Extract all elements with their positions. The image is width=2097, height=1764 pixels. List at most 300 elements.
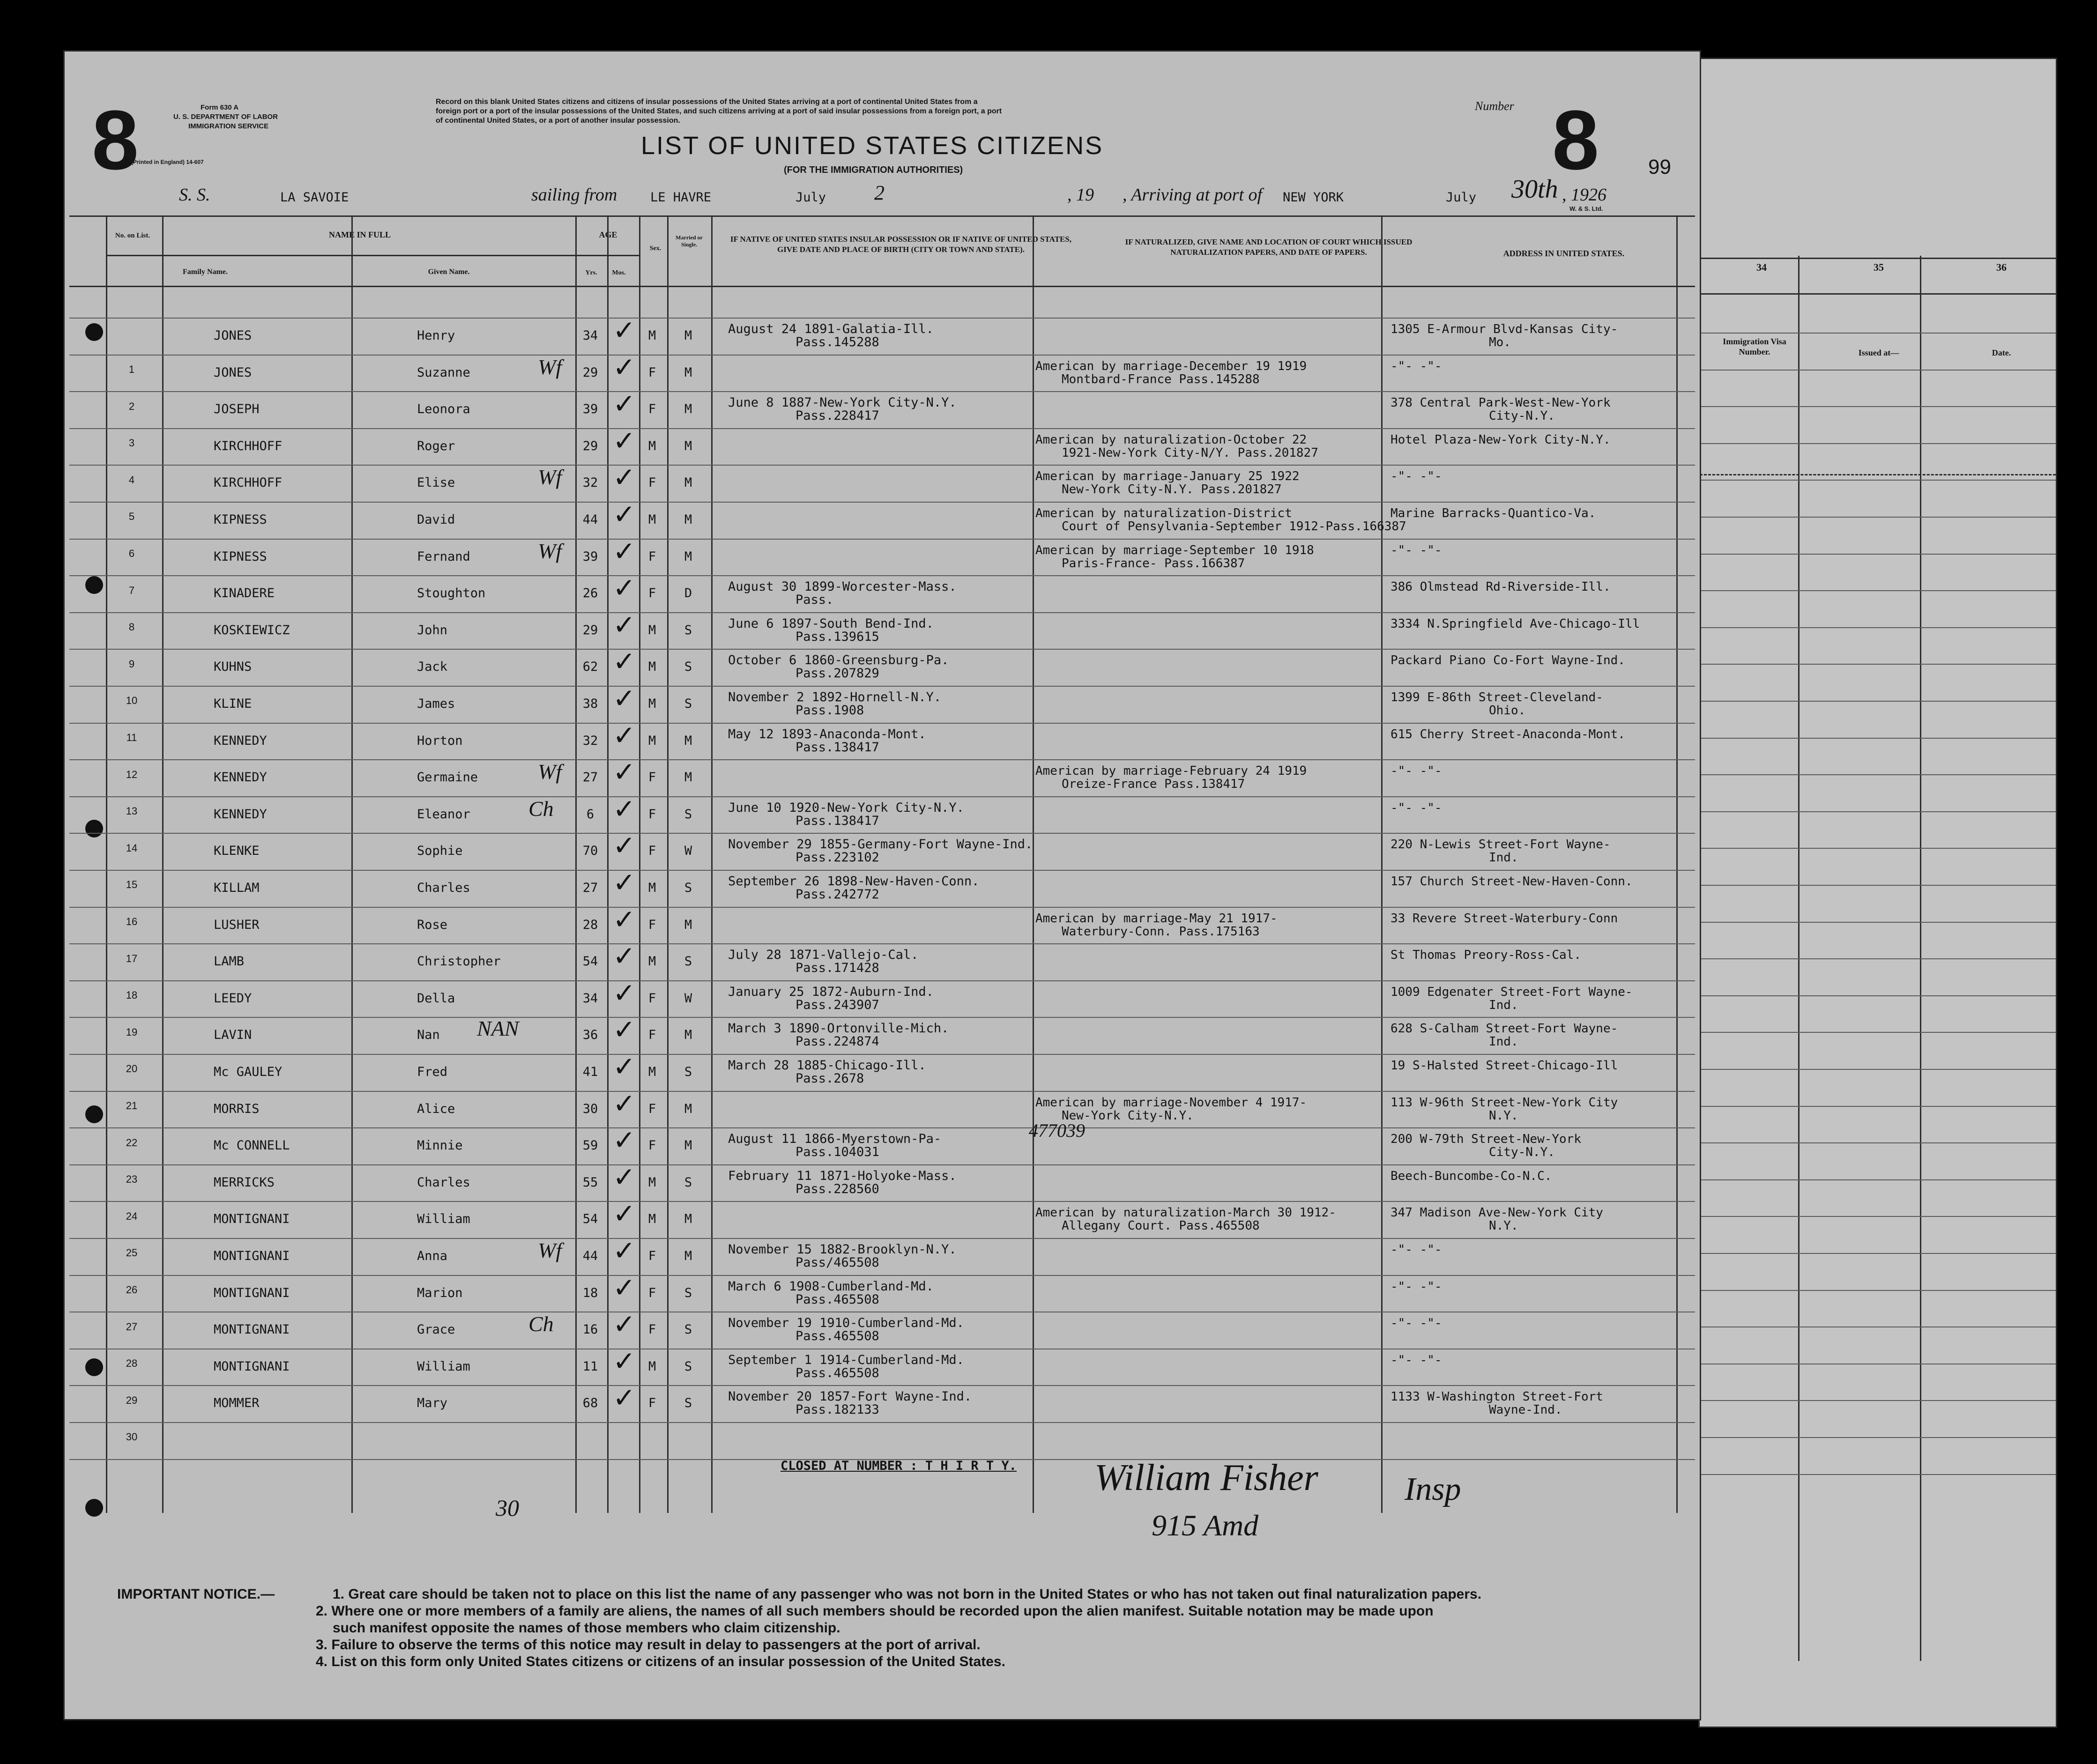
number-annotation: 477039 [1029,1120,1085,1141]
side-row-rule [1700,590,2056,591]
row-number: 7 [128,584,135,596]
arrival-month: July [1446,190,1477,205]
row-number: 4 [128,474,135,486]
printed-note: (Printed in England) 14-607 [131,159,204,165]
sex: M [648,881,656,895]
marital-status: M [684,1138,692,1153]
row-number: 16 [126,916,138,927]
side-row-rule [1700,885,2056,886]
department: U. S. DEPARTMENT OF LABOR [173,113,278,121]
passport-number: Pass.242772 [796,887,879,902]
header-bottom-rule [69,286,1695,287]
sex: F [648,1138,656,1153]
passport-number: Pass.145288 [796,335,879,349]
checkmark-icon: ✓ [613,903,636,935]
birth-info: March 28 1885-Chicago-Ill. [728,1058,926,1073]
address: 628 S-Calham Street-Fort Wayne- [1391,1022,1618,1036]
given-name: Charles [417,881,470,895]
birth-info: September 26 1898-New-Haven-Conn. [728,874,980,889]
marital-status: S [684,1359,692,1374]
sailing-month: July [796,190,826,205]
form-title: LIST OF UNITED STATES CITIZENS [641,132,1104,160]
family-name: KUHNS [214,660,252,674]
margin-mark: Wf [538,355,562,379]
address: 1305 E-Armour Blvd-Kansas City- [1391,322,1618,336]
marital-status: W [684,991,692,1006]
address: St Thomas Preory-Ross-Cal. [1391,948,1581,963]
family-name: KIPNESS [214,512,267,527]
given-name: Rose [417,917,448,932]
side-row-rule [1700,1069,2056,1070]
list-count: 30 [496,1495,519,1521]
age-years: 39 [582,402,598,417]
binding-hole [85,1358,103,1376]
given-name: Christopher [417,954,501,969]
checkmark-icon: ✓ [613,498,636,530]
inspector-unit: 915 Amd [1152,1509,1259,1542]
sex: F [648,844,656,859]
row-rule [69,686,1695,687]
marital-status: S [684,1065,692,1079]
side-row-rule [1700,1474,2056,1475]
address: 113 W-96th Street-New-York City [1391,1095,1618,1110]
marital-status: M [684,365,692,380]
continuation-page [1700,59,2056,1727]
marital-status: M [684,402,692,417]
row-rule [69,1054,1695,1055]
given-name: Roger [417,438,455,453]
address: 615 Cherry Street-Anaconda-Mont. [1391,727,1625,741]
arrival-port: NEW YORK [1283,190,1344,205]
row-number: 8 [128,621,135,633]
given-name: Germaine [417,770,478,785]
given-name: Leonora [417,402,470,417]
address-cont: Mo. [1489,335,1511,349]
age-years: 27 [582,770,598,785]
checkmark-icon: ✓ [613,682,636,714]
age-years: 6 [586,807,595,822]
row-number: 11 [126,732,137,743]
margin-mark: Wf [538,760,562,784]
row-number: 9 [128,658,135,670]
given-name: Fernand [417,549,470,564]
side-row-rule [1700,1142,2056,1143]
header-address: ADDRESS IN UNITED STATES. [1503,249,1625,258]
closed-note: CLOSED AT NUMBER : T H I R T Y. [781,1459,1017,1473]
sex: M [648,512,656,527]
given-name: David [417,512,455,527]
marital-status: M [684,438,692,453]
row-rule [69,1201,1695,1202]
year-prefix: , 19 [1067,185,1094,205]
naturalization-info: American by marriage-February 24 1919 [1035,764,1307,778]
age-years: 30 [582,1101,598,1116]
header-age: AGE [599,230,617,239]
header-months: Mos. [612,269,626,276]
row-number: 26 [126,1284,138,1296]
side-col-36: 36 [1996,261,2007,273]
given-name: Stoughton [417,586,486,601]
given-name: Anna [417,1249,448,1263]
marital-status: M [684,733,692,748]
header-marital: Married or Single. [676,234,703,248]
marital-status: S [684,660,692,674]
address-cont: City-N.Y. [1489,409,1555,423]
address: -"- -"- [1391,1353,1442,1367]
passport-number: Pass.243907 [796,997,879,1012]
notice-item-4: 4. List on this form only United States citizens or citizens of an insular possession of the United States. [316,1654,1005,1669]
birth-info: March 6 1908-Cumberland-Md. [728,1279,934,1294]
checkmark-icon: ✓ [613,1051,636,1082]
sex: M [648,660,656,674]
sex: M [648,954,656,969]
given-name: Minnie [417,1138,463,1153]
marital-status: M [684,1028,692,1043]
birth-info: November 29 1855-Germany-Fort Wayne-Ind. [728,837,1033,852]
marital-status: M [684,512,692,527]
marital-status: S [684,954,692,969]
sex: F [648,1322,656,1337]
checkmark-icon: ✓ [613,351,636,383]
sex: F [648,1396,656,1411]
marital-status: M [684,917,692,932]
side-row-rule [1700,1179,2056,1180]
naturalization-info: American by marriage-January 25 1922 [1035,469,1300,484]
inspector-signature: William Fisher [1094,1457,1318,1498]
marital-status: S [684,1285,692,1300]
row-number: 3 [128,437,135,449]
row-rule [69,355,1695,356]
naturalization-info: American by naturalization-District [1035,506,1292,520]
checkmark-icon: ✓ [613,388,636,420]
row-rule [69,1385,1695,1386]
marital-status: S [684,807,692,822]
sailing-day: 2 [874,181,885,204]
checkmark-icon: ✓ [613,1161,636,1193]
row-rule [69,1164,1695,1165]
ss-label: S. S. [179,185,210,205]
side-row-rule [1700,958,2056,959]
address-cont: Ohio. [1489,704,1526,718]
passport-number: Pass.1908 [796,703,864,718]
address: 220 N-Lewis Street-Fort Wayne- [1391,838,1611,852]
address: 1133 W-Washington Street-Fort [1391,1390,1603,1404]
side-row-rule [1700,370,2056,371]
birth-info: January 25 1872-Auburn-Ind. [728,984,934,999]
row-rule [69,1127,1695,1128]
age-years: 18 [582,1285,598,1300]
naturalization-detail: Allegany Court. Pass.465508 [1062,1219,1260,1233]
side-row-rule [1700,406,2056,407]
side-row-rule [1700,554,2056,555]
given-name: Della [417,991,455,1006]
birth-info: August 11 1866-Myerstown-Pa- [728,1132,942,1147]
row-number: 14 [126,842,138,854]
sex: F [648,1285,656,1300]
side-row-rule [1700,1290,2056,1291]
age-years: 36 [582,1028,598,1043]
family-name: LAVIN [214,1028,252,1043]
row-number: 20 [126,1063,138,1075]
column-rule [711,215,713,1513]
address: 386 Olmstead Rd-Riverside-Ill. [1391,580,1611,594]
address: Marine Barracks-Quantico-Va. [1391,506,1596,520]
birth-info: March 3 1890-Ortonville-Mich. [728,1021,949,1036]
checkmark-icon: ✓ [613,1308,636,1341]
age-years: 26 [582,586,598,601]
side-dashed-rule [1700,474,2056,475]
side-row-rule [1700,995,2056,996]
row-number: 18 [126,989,138,1001]
age-years: 11 [582,1359,598,1374]
margin-mark: Ch [528,1312,554,1336]
family-name: KOSKIEWICZ [214,623,290,637]
birth-info: June 10 1920-New-York City-N.Y. [728,800,964,815]
sex: F [648,807,656,822]
sex: M [648,733,656,748]
birth-info: August 24 1891-Galatia-Ill. [728,322,934,336]
address: 157 Church Street-New-Haven-Conn. [1391,875,1633,889]
side-row-rule [1700,664,2056,665]
family-name: KENNEDY [214,733,267,748]
passport-number: Pass.223102 [796,850,879,865]
marital-status: M [684,1212,692,1227]
family-name: MONTIGNANI [214,1285,290,1300]
naturalization-detail: Court of Pensylvania-September 1912-Pass.166387 [1062,519,1406,534]
sex: M [648,1212,656,1227]
family-name: LEEDY [214,991,252,1006]
list-number: 8 [1552,93,1599,187]
address: -"- -"- [1391,469,1442,484]
passport-number: Pass.228560 [796,1181,879,1196]
age-years: 34 [582,328,598,343]
age-years: 29 [582,438,598,453]
family-name: KILLAM [214,881,260,895]
family-name: KENNEDY [214,807,267,822]
sex: F [648,586,656,601]
address: -"- -"- [1391,764,1442,778]
given-name: Mary [417,1396,448,1411]
header-years: Yrs. [585,269,597,276]
checkmark-icon: ✓ [613,535,636,567]
address: Beech-Buncombe-Co-N.C. [1391,1169,1552,1183]
record-instruction-1: Record on this blank United States citizens and citizens of insular possessions of the United States arriving at a port of continental United States from a [436,98,978,106]
marital-status: M [684,475,692,490]
sex: F [648,991,656,1006]
page-reference: 99 [1648,156,1671,178]
checkmark-icon: ✓ [613,756,636,788]
age-years: 39 [582,549,598,564]
row-number: 22 [126,1136,138,1149]
birth-info: November 20 1857-Fort Wayne-Ind. [728,1389,972,1404]
notice-item-3: 3. Failure to observe the terms of this notice may result in delay to passengers at the port of arrival. [316,1637,981,1653]
checkmark-icon: ✓ [613,1235,636,1267]
address-cont: Ind. [1489,998,1518,1012]
sex: M [648,328,656,343]
address-cont: Wayne-Ind. [1489,1403,1562,1417]
side-row-rule [1700,701,2056,702]
marital-status: S [684,881,692,895]
given-name: Nan [417,1028,440,1043]
age-years: 32 [582,475,598,490]
naturalization-info: American by naturalization-March 30 1912- [1035,1206,1336,1220]
age-years: 38 [582,697,598,711]
ship-name: LA SAVOIE [280,190,349,205]
side-row-rule [1700,1437,2056,1438]
sheet-number: 8 [92,93,139,187]
printer-mark: W. & S. Ltd. [1569,205,1603,212]
header-given-name: Given Name. [428,268,470,276]
given-name: William [417,1359,470,1374]
notice-item-1: 1. Great care should be taken not to place on this list the name of any passenger who was not born in the United States or who has not taken out final naturalization papers. [333,1586,1482,1602]
row-number: 1 [128,363,135,375]
given-name: Henry [417,328,455,343]
sex: M [648,438,656,453]
side-row-rule [1700,443,2056,444]
column-rule [1381,215,1383,1513]
side-row-rule [1700,480,2056,481]
passport-number: Pass. [796,593,834,608]
birth-info: June 6 1897-South Bend-Ind. [728,616,934,631]
family-name: JONES [214,365,252,380]
row-number: 28 [126,1357,138,1370]
header-sex: Sex. [649,245,662,252]
marital-status: S [684,1175,692,1190]
passport-number: Pass.465508 [796,1365,879,1380]
sex: F [648,549,656,564]
birth-info: November 15 1882-Brooklyn-N.Y. [728,1242,957,1257]
checkmark-icon: ✓ [613,1087,636,1119]
marital-status: M [684,328,692,343]
age-years: 16 [582,1322,598,1337]
row-number: 27 [126,1320,138,1333]
row-rule [69,539,1695,540]
age-years: 29 [582,623,598,637]
row-rule [69,1422,1695,1423]
header-family-name: Family Name. [183,268,228,276]
binding-hole [85,1499,103,1517]
given-name: Elise [417,475,455,490]
naturalization-detail: Paris-France- Pass.166387 [1062,556,1245,571]
address: 378 Central Park-West-New-York [1391,396,1611,410]
row-rule [69,796,1695,797]
age-years: 29 [582,365,598,380]
margin-mark: Wf [538,1238,562,1262]
checkmark-icon: ✓ [613,314,636,346]
naturalization-info: American by marriage-September 10 1918 [1035,543,1314,557]
checkmark-icon: ✓ [613,424,636,457]
column-rule [1676,215,1678,1513]
side-header-rule [1700,293,2056,295]
row-rule [69,318,1695,319]
age-years: 59 [582,1138,598,1153]
sex: F [648,365,656,380]
birth-info: August 30 1899-Worcester-Mass. [728,579,957,594]
address: -"- -"- [1391,800,1442,815]
age-years: 34 [582,991,598,1006]
age-years: 44 [582,1249,598,1263]
age-years: 70 [582,844,598,859]
age-years: 54 [582,1212,598,1227]
passport-number: Pass.207829 [796,666,879,681]
given-name: Jack [417,660,448,674]
age-years: 62 [582,660,598,674]
given-name: Suzanne [417,365,470,380]
checkmark-icon: ✓ [613,1124,636,1156]
address: -"- -"- [1391,1279,1442,1294]
family-name: MONTIGNANI [214,1249,290,1263]
header-naturalization: IF NATURALIZED, GIVE NAME AND LOCATION OF COURT WHICH ISSUED NATURALIZATION PAPERS, AND DATE OF PAPERS. [1125,237,1413,257]
side-row-rule [1700,1032,2056,1033]
naturalization-info: American by marriage-December 19 1919 [1035,359,1307,373]
given-name: Eleanor [417,807,470,822]
side-row-rule [1700,922,2056,923]
column-rule [162,215,164,1513]
given-name: Sophie [417,844,463,859]
notice-item-2-cont: such manifest opposite the names of those members who claim citizenship. [333,1620,840,1636]
checkmark-icon: ✓ [613,830,636,862]
checkmark-icon: ✓ [613,1198,636,1230]
row-rule [69,1091,1695,1092]
row-number: 30 [126,1431,138,1443]
family-name: JONES [214,328,252,343]
row-number: 15 [126,879,138,891]
row-rule [69,391,1695,392]
given-name: Charles [417,1175,470,1190]
given-name: Horton [417,733,463,748]
form-subtitle: (FOR THE IMMIGRATION AUTHORITIES) [784,165,963,175]
side-issued-at: Issued at— [1858,348,1899,357]
side-date: Date. [1992,348,2011,357]
binding-hole [85,820,103,838]
checkmark-icon: ✓ [613,1014,636,1046]
marital-status: W [684,844,692,859]
address: 3334 N.Springfield Ave-Chicago-Ill [1391,616,1640,631]
checkmark-icon: ✓ [613,940,636,972]
marital-status: S [684,1322,692,1337]
sex: M [648,1359,656,1374]
side-row-rule [1700,1400,2056,1401]
address-cont: N.Y. [1489,1219,1518,1233]
passport-number: Pass.224874 [796,1034,879,1049]
address: 1399 E-86th Street-Cleveland- [1391,690,1603,704]
sex: M [648,1175,656,1190]
header-rule [69,215,1695,217]
family-name: KINADERE [214,586,275,601]
birth-info: September 1 1914-Cumberland-Md. [728,1352,964,1367]
naturalization-detail: Waterbury-Conn. Pass.175163 [1062,924,1260,939]
side-row-rule [1700,1216,2056,1217]
side-col-34: 34 [1756,261,1767,273]
row-rule [69,649,1695,650]
row-number: 10 [126,695,138,707]
row-rule [69,943,1695,944]
given-name: Marion [417,1285,463,1300]
sex: F [648,475,656,490]
column-rule [351,215,353,1513]
row-rule [69,428,1695,429]
row-rule [69,980,1695,981]
checkmark-icon: ✓ [613,1345,636,1377]
passport-number: Pass.228417 [796,408,879,423]
address: Hotel Plaza-New-York City-N.Y. [1391,432,1611,447]
row-rule [69,1017,1695,1018]
row-rule [69,870,1695,871]
passport-number: Pass/465508 [796,1255,879,1270]
row-number: 25 [126,1247,138,1259]
row-number: 23 [126,1173,138,1186]
passport-number: Pass.138417 [796,740,879,755]
